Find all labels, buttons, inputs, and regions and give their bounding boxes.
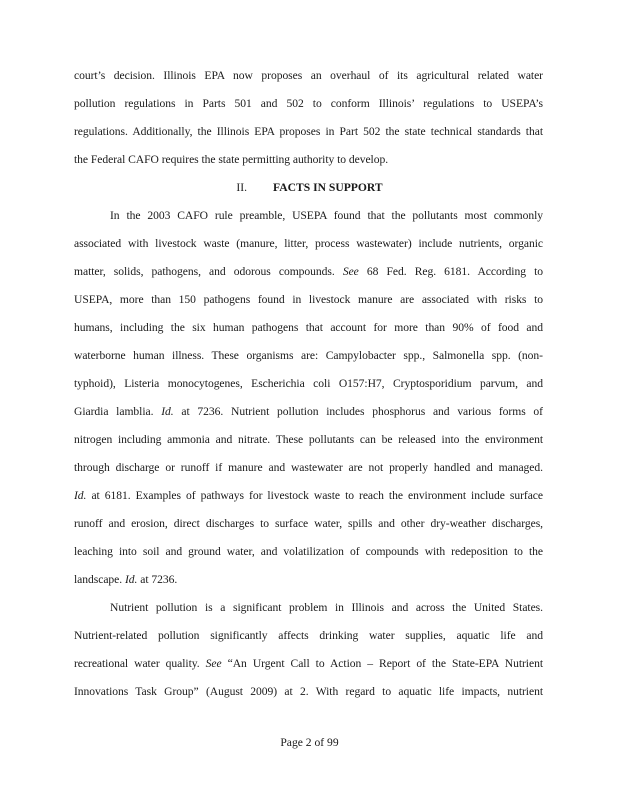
text-line: Innovations Task Group” (August 2009) at 2. With regard to aquatic life impacts, nutrient bbox=[74, 685, 543, 698]
text-line: leaching into soil and ground water, and volatilization of compounds with redeposition to the bbox=[74, 545, 543, 558]
text-line: USEPA, more than 150 pathogens found in livestock manure are associated with risks to bbox=[74, 293, 543, 306]
text-line: waterborne human illness. These organisms are: Campylobacter spp., Salmonella spp. (non- bbox=[74, 349, 543, 362]
text-line: regulations. Additionally, the Illinois EPA proposes in Part 502 the state technical standards that bbox=[74, 125, 543, 138]
section-number: II. bbox=[236, 181, 248, 194]
text-line: pollution regulations in Parts 501 and 502 to conform Illinois’ regulations to USEPA’s bbox=[74, 97, 543, 110]
text-line: court’s decision. Illinois EPA now proposes an overhaul of its agricultural related water bbox=[74, 69, 543, 82]
text-line: landscape. Id. at 7236. bbox=[74, 573, 178, 586]
text-line: Nutrient-related pollution significantly affects drinking water supplies, aquatic life and bbox=[74, 629, 543, 642]
text-line: In the 2003 CAFO rule preamble, USEPA found that the pollutants most commonly bbox=[110, 209, 543, 222]
text-line: recreational water quality. See “An Urgent Call to Action – Report of the State-EPA Nutrient bbox=[74, 657, 543, 670]
section-title: FACTS IN SUPPORT bbox=[273, 181, 383, 194]
text-line: Nutrient pollution is a significant problem in Illinois and across the United States. bbox=[110, 601, 543, 614]
text-line: through discharge or runoff if manure and wastewater are not properly handled and managed. bbox=[74, 461, 543, 474]
text-line: runoff and erosion, direct discharges to surface water, spills and other dry-weather discharges, bbox=[74, 517, 543, 530]
text-line: Id. at 6181. Examples of pathways for livestock waste to reach the environment include surface bbox=[74, 489, 543, 502]
text-line: the Federal CAFO requires the state permitting authority to develop. bbox=[74, 153, 389, 166]
text-line: matter, solids, pathogens, and odorous compounds. See 68 Fed. Reg. 6181. According to bbox=[74, 265, 543, 278]
page-number: Page 2 of 99 bbox=[280, 736, 339, 749]
text-line: Giardia lamblia. Id. at 7236. Nutrient pollution includes phosphorus and various forms of bbox=[74, 405, 543, 418]
text-line: associated with livestock waste (manure, litter, process wastewater) include nutrients, organic bbox=[74, 237, 543, 250]
section-heading bbox=[0, 181, 619, 195]
text-line: nitrogen including ammonia and nitrate. These pollutants can be released into the environment bbox=[74, 433, 543, 446]
text-line: humans, including the six human pathogens that account for more than 90% of food and bbox=[74, 321, 543, 334]
text-line: typhoid), Listeria monocytogenes, Escherichia coli O157:H7, Cryptosporidium parvum, and bbox=[74, 377, 543, 390]
